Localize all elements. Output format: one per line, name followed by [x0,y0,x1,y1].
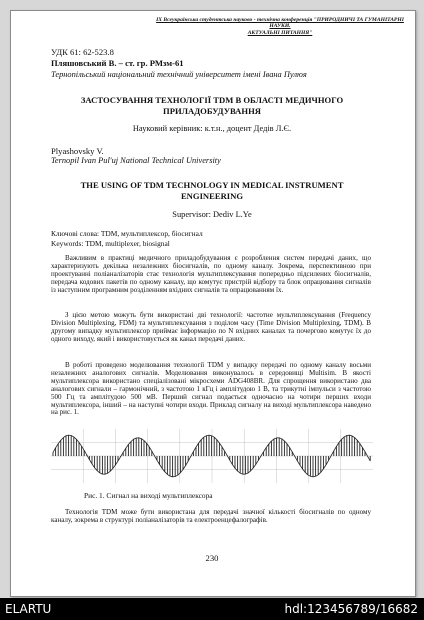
conference-header-line1: IX Всеукраїнська студентська науково - технічна конференція "ПРИРОДНИЧІ ТА ГУМАНІТАРНІ НАУКИ. [156,17,404,30]
paragraph-1: Важливим в практиці медичного приладобудування є розроблення систем передачі даних, що характеризують декілька незалежних біосигналів, по одному каналу. Зокрема, перспективною при проектуванні поліаналізаторів стає технологія мультиплексування попередньо підсилених біосигналів, передача кодових пакетів по одному каналу, що комутує пристрій відбору та блок опрацювання сигналів із наступним програмним розділенням вхідних сигналів та опрацюванням їх. [51,254,371,294]
keywords-ua: Ключові слова: TDM, мультиплексор, біосигнал [51,229,203,238]
viewer-footer-bar [0,598,424,620]
footer-source: ELARTU [5,602,52,616]
title-en [40,180,384,201]
title-ua-line2: ПРИЛАДОБУДУВАННЯ [163,105,261,116]
title-en-line1: THE USING OF TDM TECHNOLOGY IN MEDICAL INSTRUMENT [80,180,344,190]
figure-caption: Рис. 1. Сигнал на виході мультиплексора [84,491,213,500]
conclusion-paragraph: Технологія TDM може бути використана для передачі значної кількості біосигналів по одному каналу, зокрема в структурі поліаналізаторів та електроенцефалографів. [51,508,371,524]
supervisor-en: Supervisor: Dediv L.Ye [172,210,252,219]
title-en-line2: ENGINEERING [180,190,244,201]
conference-header-line2: АКТУАЛЬНІ ПИТАННЯ" [247,29,313,36]
conference-header [150,17,410,36]
title-ua [40,95,384,116]
figure-multiplexer-signal [51,429,373,483]
author-ua: Пляшовський В. – ст. гр. РМзм-61 [51,58,184,68]
supervisor-ua: Науковий керівник: к.т.н., доцент Дедів Л.Є. [132,124,292,133]
university-ua: Тернопільський національний технічний університет імені Івана Пулюя [51,70,307,79]
footer-handle: hdl:123456789/16682 [284,602,418,616]
paragraph-2: З цією метою можуть бути використані дві технології: частотне мультиплексування (Frequency Division Multiplexing, FDM) та мультиплексування з поділом часу (Time Division Multiplexing, TDM). В другому випадку мультиплексор приймає інформацію по N вхідних каналах та почергово комутує їх до одного виходу, який і використовується як канал передачі даних. [51,311,371,343]
udc-code: УДК 61: 62-523.8 [51,47,114,57]
paragraph-3: В роботі проведено моделювання технології TDM у випадку передачі по одному каналу восьми незалежних аналогових сигналів. Моделювання виконувалось в середовищі Multisim. В якості мультиплексора використано спеціалізовані мікросхеми ADG408BR. Для спрощення використано два аналогових сигнали – гармонічний, з частотою 1 кГц і амплітудою 1 В, та трикутні імпульси з частотою 500 Гц та амплітудою 500 мВ. Перший сигнал подається одночасно на чотири перших входи мультиплексора, інший – на наступні чотири входи. Приклад сигналу на виході мультиплексора наведено на рис. 1. [51,361,371,417]
page-number: 230 [205,553,219,563]
author-en: Plyashovsky V. [51,146,104,156]
keywords-en: Keywords: TDM, multiplexer, biosignal [51,239,170,248]
university-en: Ternopil Ivan Pul'uj National Technical University [51,156,221,165]
signal-plot [51,429,373,483]
title-ua-line1: ЗАСТОСУВАННЯ ТЕХНОЛОГІЇ TDM В ОБЛАСТІ МЕДИЧНОГО [80,95,344,105]
